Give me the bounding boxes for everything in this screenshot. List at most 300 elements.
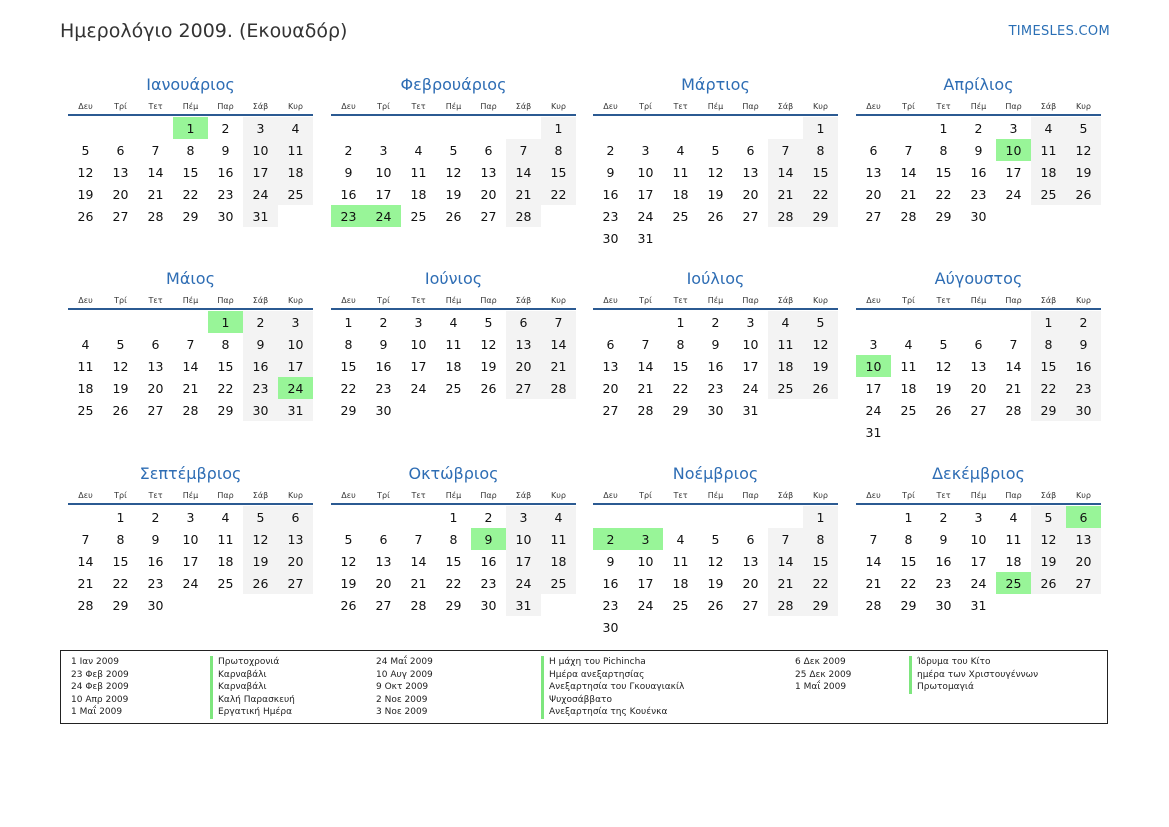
day-cell: 11 [217, 531, 234, 547]
weekday-label: Πέμ [445, 490, 462, 500]
day-cell: 27 [278, 572, 313, 594]
day-cell: 21 [1005, 380, 1022, 396]
day-cell: 25 [445, 380, 462, 396]
legend-date: 6 Δεκ 2009 [795, 657, 846, 667]
day-cell: 19 [707, 575, 724, 591]
weekday-label: Σάβ [777, 101, 794, 111]
legend-names-column [541, 656, 684, 719]
day-cell: 3 [641, 142, 650, 158]
day-cell: 23 [707, 380, 724, 396]
day-cell: 27 [970, 402, 987, 418]
day-cell: 10 [970, 531, 987, 547]
legend-date: 1 Ιαν 2009 [71, 657, 119, 667]
day-cell: 20 [742, 575, 759, 591]
day-cell: 8 [904, 531, 913, 547]
day-cell: 14 [900, 164, 917, 180]
day-cell: 22 [541, 183, 576, 205]
day-cell: 24 [865, 402, 882, 418]
empty-cell [628, 117, 663, 139]
day-cell: 3 [186, 509, 195, 525]
weekday-label: Κυρ [288, 490, 303, 500]
day-cell: 31 [278, 399, 313, 421]
empty-cell [173, 311, 208, 333]
day-cell: 25 [768, 377, 803, 399]
day-cell: 12 [340, 553, 357, 569]
weekday-label: Πέμ [182, 295, 199, 305]
day-cell: 18 [768, 355, 803, 377]
day-cell: 20 [147, 380, 164, 396]
day-cell: 7 [768, 528, 803, 550]
weekday-header [68, 292, 313, 310]
day-cell: 24 [182, 575, 199, 591]
day-cell: 12 [480, 336, 497, 352]
day-cell: 5 [711, 142, 720, 158]
day-cell: 4 [676, 142, 685, 158]
day-cell: 10 [996, 139, 1031, 161]
day-cell: 29 [803, 205, 838, 227]
weekday-label: Δευ [78, 490, 93, 500]
day-cell: 7 [541, 311, 576, 333]
day-cell: 1 [208, 311, 243, 333]
day-cell: 17 [506, 550, 541, 572]
legend-date: 10 Αυγ 2009 [376, 669, 433, 680]
day-cell: 4 [676, 531, 685, 547]
day-cell: 30 [935, 597, 952, 613]
weekday-label: Παρ [1005, 490, 1022, 500]
day-cell: 9 [471, 528, 506, 550]
day-cell: 2 [974, 120, 983, 136]
weekday-label: Παρ [1005, 101, 1022, 111]
day-cell: 28 [768, 205, 803, 227]
legend-date: 25 Δεκ 2009 [795, 669, 852, 680]
day-cell: 8 [1031, 333, 1066, 355]
day-cell: 16 [243, 355, 278, 377]
day-cell: 14 [865, 553, 882, 569]
day-cell: 4 [1031, 117, 1066, 139]
day-cell: 18 [410, 186, 427, 202]
empty-cell [436, 117, 471, 139]
day-cell: 1 [344, 314, 353, 330]
day-cell: 13 [112, 164, 129, 180]
weekday-header [593, 98, 838, 116]
day-cell: 16 [602, 186, 619, 202]
day-cell: 15 [340, 358, 357, 374]
day-cell: 26 [1066, 183, 1101, 205]
day-cell: 2 [939, 509, 948, 525]
day-cell: 29 [445, 597, 462, 613]
day-cell: 7 [151, 142, 160, 158]
weekday-label: Τετ [148, 295, 163, 305]
day-cell: 17 [637, 186, 654, 202]
legend-date: 9 Οκτ 2009 [376, 682, 429, 693]
day-cell: 17 [410, 358, 427, 374]
weekday-header [593, 487, 838, 505]
day-cell: 29 [112, 597, 129, 613]
empty-cell [926, 311, 961, 333]
day-cell: 2 [1066, 311, 1101, 333]
day-cell: 12 [707, 164, 724, 180]
weekday-label: Πέμ [445, 295, 462, 305]
month-block [68, 72, 313, 227]
day-cell: 23 [480, 575, 497, 591]
weekday-label: Τρί [377, 101, 390, 111]
day-cell: 27 [602, 402, 619, 418]
day-cell: 19 [803, 355, 838, 377]
month-block [68, 461, 313, 616]
day-grid [68, 505, 313, 616]
weekday-label: Τρί [114, 101, 127, 111]
weekday-label: Δευ [603, 490, 618, 500]
day-cell: 17 [375, 186, 392, 202]
empty-cell [68, 506, 103, 528]
day-cell: 29 [935, 208, 952, 224]
month-name: Οκτώβριος [408, 464, 499, 483]
empty-cell [856, 506, 891, 528]
day-cell: 6 [606, 336, 615, 352]
day-cell: 26 [112, 402, 129, 418]
day-cell: 30 [147, 597, 164, 613]
day-cell: 25 [672, 208, 689, 224]
day-cell: 13 [147, 358, 164, 374]
weekday-label: Κυρ [1076, 295, 1091, 305]
empty-cell [401, 506, 436, 528]
month-block [331, 266, 576, 421]
day-cell: 25 [410, 208, 427, 224]
empty-cell [856, 311, 891, 333]
legend-holiday-name: Ανεξαρτησία της Κουένκα [541, 706, 684, 719]
empty-cell [663, 117, 698, 139]
weekday-header [331, 487, 576, 505]
day-cell: 22 [340, 380, 357, 396]
day-cell: 16 [602, 575, 619, 591]
day-cell: 4 [414, 142, 423, 158]
day-cell: 15 [541, 161, 576, 183]
day-cell: 17 [637, 575, 654, 591]
day-cell: 7 [81, 531, 90, 547]
weekday-label: Κυρ [551, 490, 566, 500]
day-cell: 13 [506, 333, 541, 355]
legend-date: 2 Νοε 2009 [376, 694, 428, 705]
weekday-label: Κυρ [288, 101, 303, 111]
day-cell: 9 [1066, 333, 1101, 355]
weekday-label: Τετ [936, 490, 951, 500]
empty-cell [698, 506, 733, 528]
day-cell: 31 [506, 594, 541, 616]
legend-dates-column [71, 656, 129, 719]
month-block [856, 72, 1101, 227]
day-cell: 9 [243, 333, 278, 355]
empty-cell [593, 311, 628, 333]
day-cell: 11 [900, 358, 917, 374]
day-cell: 20 [506, 355, 541, 377]
day-cell: 27 [147, 402, 164, 418]
day-cell: 10 [243, 139, 278, 161]
day-cell: 5 [939, 336, 948, 352]
day-cell: 12 [445, 164, 462, 180]
day-cell: 20 [602, 380, 619, 396]
day-cell: 16 [970, 164, 987, 180]
day-cell: 15 [672, 358, 689, 374]
weekday-label: Δευ [866, 490, 881, 500]
weekday-label: Τρί [639, 295, 652, 305]
legend-date: 24 Μαΐ 2009 [376, 657, 433, 667]
day-cell: 25 [278, 183, 313, 205]
weekday-label: Δευ [866, 101, 881, 111]
legend-holiday-name: Ημέρα ανεξαρτησίας [541, 669, 684, 682]
day-cell: 30 [480, 597, 497, 613]
weekday-label: Παρ [742, 101, 759, 111]
day-cell: 12 [1031, 528, 1066, 550]
day-cell: 2 [243, 311, 278, 333]
weekday-label: Σάβ [515, 490, 532, 500]
weekday-label: Τετ [673, 295, 688, 305]
day-cell: 24 [970, 575, 987, 591]
day-cell: 1 [541, 117, 576, 139]
day-cell: 25 [996, 572, 1031, 594]
day-cell: 2 [484, 509, 493, 525]
day-cell: 4 [278, 117, 313, 139]
day-cell: 8 [449, 531, 458, 547]
day-cell: 19 [243, 550, 278, 572]
day-cell: 13 [375, 553, 392, 569]
day-cell: 11 [410, 164, 427, 180]
day-cell: 11 [768, 333, 803, 355]
month-name: Αύγουστος [934, 269, 1023, 288]
day-cell: 14 [77, 553, 94, 569]
month-name: Ιούνιος [424, 269, 483, 288]
day-cell: 31 [742, 402, 759, 418]
day-cell: 26 [707, 208, 724, 224]
day-cell: 15 [112, 553, 129, 569]
day-cell: 23 [217, 186, 234, 202]
day-cell: 7 [186, 336, 195, 352]
brand-link[interactable]: TIMESLES.COM [1008, 24, 1110, 39]
weekday-label: Πέμ [970, 101, 987, 111]
empty-cell [331, 117, 366, 139]
day-cell: 15 [182, 164, 199, 180]
day-cell: 18 [77, 380, 94, 396]
day-cell: 6 [151, 336, 160, 352]
day-cell: 12 [707, 553, 724, 569]
day-cell: 30 [1066, 399, 1101, 421]
day-cell: 24 [278, 377, 313, 399]
empty-cell [891, 117, 926, 139]
day-cell: 27 [865, 208, 882, 224]
day-cell: 23 [935, 575, 952, 591]
day-cell: 9 [221, 142, 230, 158]
weekday-label: Σάβ [515, 101, 532, 111]
empty-cell [331, 506, 366, 528]
holiday-legend [60, 650, 1108, 724]
day-cell: 19 [112, 380, 129, 396]
day-cell: 17 [182, 553, 199, 569]
day-cell: 6 [1066, 506, 1101, 528]
day-cell: 15 [1031, 355, 1066, 377]
day-cell: 11 [1005, 531, 1022, 547]
empty-cell [891, 311, 926, 333]
day-cell: 20 [970, 380, 987, 396]
weekday-label: Πέμ [445, 101, 462, 111]
day-cell: 30 [243, 399, 278, 421]
day-cell: 26 [340, 597, 357, 613]
day-grid [331, 310, 576, 421]
legend-holiday-name: Ίδρυμα του Κίτο [909, 656, 1038, 669]
weekday-label: Τετ [411, 101, 426, 111]
legend-holiday-name: Καρναβάλι [210, 681, 295, 694]
weekday-label: Πέμ [707, 490, 724, 500]
day-cell: 20 [278, 550, 313, 572]
month-block [856, 461, 1101, 616]
day-cell: 14 [768, 161, 803, 183]
legend-holiday-name: Εργατική Ημέρα [210, 706, 295, 719]
day-cell: 9 [379, 336, 388, 352]
day-cell: 7 [869, 531, 878, 547]
legend-holiday-name: Πρωτομαγιά [909, 681, 1038, 694]
day-cell: 24 [506, 572, 541, 594]
empty-cell [628, 506, 663, 528]
legend-date: 1 Μαΐ 2009 [795, 682, 847, 693]
day-cell: 21 [410, 575, 427, 591]
day-cell: 28 [900, 208, 917, 224]
page-title: Ημερολόγιο 2009. (Εκουαδόρ) [60, 20, 348, 42]
day-cell: 2 [344, 142, 353, 158]
day-cell: 15 [217, 358, 234, 374]
day-cell: 23 [602, 208, 619, 224]
day-cell: 23 [375, 380, 392, 396]
day-cell: 5 [1031, 506, 1066, 528]
day-cell: 21 [900, 186, 917, 202]
day-cell: 25 [77, 402, 94, 418]
day-cell: 8 [939, 142, 948, 158]
day-cell: 10 [856, 355, 891, 377]
day-cell: 29 [900, 597, 917, 613]
day-cell: 24 [637, 597, 654, 613]
legend-holiday-name: Πρωτοχρονιά [210, 656, 295, 669]
day-cell: 17 [970, 553, 987, 569]
day-cell: 1 [803, 506, 838, 528]
weekday-header [856, 98, 1101, 116]
day-cell: 15 [803, 161, 838, 183]
weekday-label: Κυρ [551, 295, 566, 305]
day-cell: 5 [449, 142, 458, 158]
day-cell: 2 [606, 142, 615, 158]
day-cell: 24 [410, 380, 427, 396]
empty-cell [138, 311, 173, 333]
weekday-header [856, 292, 1101, 310]
weekday-label: Τρί [114, 490, 127, 500]
day-cell: 2 [593, 528, 628, 550]
day-cell: 20 [375, 575, 392, 591]
day-cell: 11 [672, 164, 689, 180]
weekday-label: Πέμ [182, 101, 199, 111]
day-cell: 14 [182, 358, 199, 374]
day-cell: 9 [939, 531, 948, 547]
day-cell: 5 [81, 142, 90, 158]
day-cell: 31 [865, 424, 882, 440]
legend-dates-column [376, 656, 433, 719]
day-cell: 4 [541, 506, 576, 528]
day-cell: 22 [803, 572, 838, 594]
weekday-label: Παρ [742, 295, 759, 305]
day-cell: 18 [445, 358, 462, 374]
day-cell: 23 [970, 186, 987, 202]
day-cell: 27 [112, 208, 129, 224]
day-cell: 3 [869, 336, 878, 352]
day-cell: 1 [449, 509, 458, 525]
month-block [856, 266, 1101, 443]
legend-date: 23 Φεβ 2009 [71, 669, 129, 680]
weekday-label: Σάβ [1040, 295, 1057, 305]
empty-cell [768, 117, 803, 139]
month-name: Νοέμβριος [672, 464, 759, 483]
weekday-label: Παρ [742, 490, 759, 500]
day-cell: 10 [278, 333, 313, 355]
day-cell: 3 [414, 314, 423, 330]
weekday-label: Παρ [1005, 295, 1022, 305]
weekday-header [68, 98, 313, 116]
empty-cell [961, 311, 996, 333]
day-cell: 12 [935, 358, 952, 374]
empty-cell [663, 506, 698, 528]
day-cell: 7 [414, 531, 423, 547]
day-cell: 8 [344, 336, 353, 352]
day-cell: 27 [375, 597, 392, 613]
weekday-label: Τρί [377, 490, 390, 500]
day-cell: 28 [637, 402, 654, 418]
day-cell: 23 [1066, 377, 1101, 399]
day-cell: 28 [768, 594, 803, 616]
day-cell: 8 [676, 336, 685, 352]
legend-holiday-name: Ανεξαρτησία του Γκουαγιακίλ [541, 681, 684, 694]
day-cell: 21 [768, 183, 803, 205]
weekday-label: Παρ [217, 101, 234, 111]
day-cell: 2 [711, 314, 720, 330]
day-cell: 22 [935, 186, 952, 202]
day-cell: 5 [243, 506, 278, 528]
weekday-label: Πέμ [970, 295, 987, 305]
empty-cell [593, 117, 628, 139]
day-cell: 23 [243, 377, 278, 399]
legend-holiday-name: ημέρα των Χριστουγέννων [909, 669, 1038, 682]
month-block [68, 266, 313, 421]
day-cell: 27 [742, 597, 759, 613]
day-cell: 25 [900, 402, 917, 418]
day-cell: 11 [541, 528, 576, 550]
weekday-label: Δευ [341, 295, 356, 305]
day-cell: 15 [935, 164, 952, 180]
empty-cell [628, 311, 663, 333]
day-cell: 18 [1005, 553, 1022, 569]
day-cell: 26 [803, 377, 838, 399]
day-cell: 11 [278, 139, 313, 161]
month-name: Σεπτέμβριος [139, 464, 242, 483]
empty-cell [996, 311, 1031, 333]
day-cell: 6 [278, 506, 313, 528]
day-cell: 28 [541, 377, 576, 399]
day-cell: 27 [1066, 572, 1101, 594]
day-cell: 10 [375, 164, 392, 180]
day-cell: 24 [366, 205, 401, 227]
weekday-label: Δευ [78, 101, 93, 111]
day-cell: 10 [506, 528, 541, 550]
weekday-label: Τετ [936, 295, 951, 305]
weekday-label: Σάβ [1040, 101, 1057, 111]
legend-names-column [210, 656, 295, 719]
day-cell: 25 [541, 572, 576, 594]
day-cell: 6 [116, 142, 125, 158]
day-cell: 20 [865, 186, 882, 202]
empty-cell [401, 117, 436, 139]
